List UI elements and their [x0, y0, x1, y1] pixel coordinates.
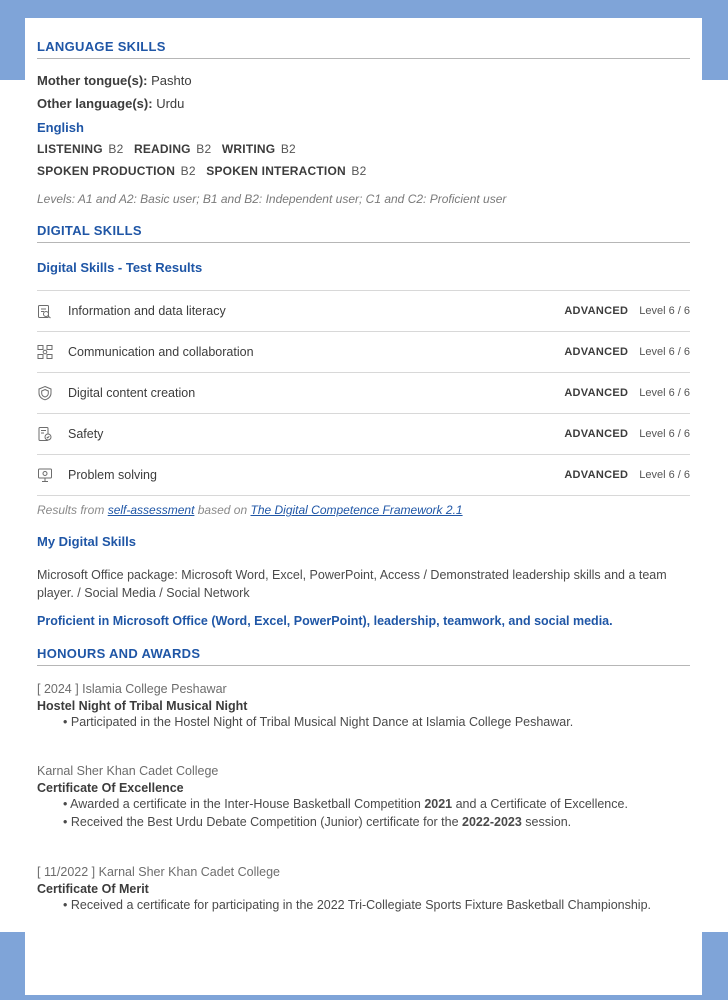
- skill-level: ADVANCED: [564, 305, 629, 317]
- other-language-line: [37, 96, 184, 112]
- info-literacy-icon: [37, 303, 53, 319]
- levels-note: Levels: A1 and A2: Basic user; B1 and B2: Independent user; C1 and C2: Proficient user: [37, 192, 507, 206]
- spoken-interaction-label: SPOKEN INTERACTION: [206, 164, 346, 178]
- writing-value: B2: [280, 142, 296, 156]
- digital-summary: Proficient in Microsoft Office (Word, Excel, PowerPoint), leadership, teamwork, and social media.: [37, 614, 613, 628]
- award-item: [37, 865, 690, 914]
- skill-score: Level 6 / 6: [639, 346, 690, 358]
- skill-name: Digital content creation: [68, 386, 196, 400]
- skill-name: Problem solving: [68, 468, 157, 482]
- language-name: English: [37, 120, 84, 135]
- award-bullet-text: Received a certificate for participating in the 2022 Tri-Collegiate Sports Fixture Basketball Championship.: [70, 898, 652, 912]
- my-digital-skills-line-2: player. / Social Media / Social Network: [37, 586, 250, 600]
- skill-score: Level 6 / 6: [639, 428, 690, 440]
- reading-value: B2: [196, 142, 212, 156]
- digital-skills-table: [37, 290, 690, 496]
- award-bullet-text-c: session.: [525, 815, 572, 829]
- skill-row: [37, 414, 690, 455]
- award-bullet-text-a: Awarded a certificate in the Inter-House Basketball Competition: [70, 797, 421, 811]
- skill-score: Level 6 / 6: [639, 305, 690, 317]
- self-assessment-link[interactable]: self-assessment: [107, 503, 195, 517]
- skill-level: ADVANCED: [564, 387, 629, 399]
- framework-link[interactable]: The Digital Competence Framework 2.1: [250, 503, 463, 517]
- award-title: Certificate Of Excellence: [37, 781, 184, 795]
- award-bullet: • Received the Best Urdu Debate Competition (Junior) certificate for the 2022-2023 session.: [63, 815, 572, 829]
- skill-score: Level 6 / 6: [639, 469, 690, 481]
- reading-label: READING: [133, 142, 191, 156]
- based-on-text: based on: [197, 503, 248, 517]
- skill-row: [37, 455, 690, 496]
- award-item: [37, 764, 690, 831]
- award-bullet-text-c: and a Certificate of Excellence.: [455, 797, 628, 811]
- skill-row: [37, 332, 690, 373]
- digital-results-heading: Digital Skills - Test Results: [37, 260, 203, 275]
- listening-value: B2: [108, 142, 124, 156]
- other-language-label: Other language(s):: [37, 96, 153, 111]
- problem-solving-icon: [37, 467, 53, 483]
- language-levels-row-1: [37, 142, 303, 156]
- spoken-interaction-value: B2: [351, 164, 367, 178]
- section-title-language: LANGUAGE SKILLS: [37, 39, 690, 59]
- content-creation-icon: [37, 385, 53, 401]
- award-bullet-text: Participated in the Hostel Night of Tribal Musical Night Dance at Islamia College Peshawar.: [70, 715, 574, 729]
- other-language-value: Urdu: [156, 96, 185, 111]
- results-note: [37, 503, 463, 517]
- award-bullet: • Participated in the Hostel Night of Tribal Musical Night Dance at Islamia College Peshawar.: [63, 715, 574, 729]
- skill-name: Communication and collaboration: [68, 345, 254, 359]
- award-bullet: • Received a certificate for participating in the 2022 Tri-Collegiate Sports Fixture Basketball Championship.: [63, 898, 652, 912]
- award-item: [37, 682, 690, 731]
- language-levels-row-2: [37, 164, 373, 178]
- award-bullet-session: 2022-2023: [462, 815, 522, 829]
- skill-level: ADVANCED: [564, 346, 629, 358]
- award-bullet-year: 2021: [424, 797, 453, 811]
- safety-icon: [37, 426, 53, 442]
- spoken-production-label: SPOKEN PRODUCTION: [37, 164, 176, 178]
- award-meta: [ 11/2022 ] Karnal Sher Khan Cadet College: [37, 865, 280, 879]
- skill-row: [37, 373, 690, 414]
- results-prefix: Results from: [37, 503, 105, 517]
- communication-icon: [37, 344, 53, 360]
- section-title-digital: DIGITAL SKILLS: [37, 223, 690, 243]
- mother-tongue-label: Mother tongue(s):: [37, 73, 148, 88]
- skill-level: ADVANCED: [564, 469, 629, 481]
- section-title-honours: HONOURS AND AWARDS: [37, 646, 690, 666]
- my-digital-skills-line-1: Microsoft Office package: Microsoft Word, Excel, PowerPoint, Access / Demonstrated leadership skills and a team: [37, 568, 667, 582]
- award-bullet-text-a: Received the Best Urdu Debate Competition (Junior) certificate for the: [70, 815, 459, 829]
- mother-tongue-line: [37, 73, 192, 89]
- award-title: Certificate Of Merit: [37, 882, 149, 896]
- award-meta: [ 2024 ] Islamia College Peshawar: [37, 682, 227, 696]
- skill-row: [37, 291, 690, 332]
- award-title: Hostel Night of Tribal Musical Night: [37, 699, 248, 713]
- award-meta: Karnal Sher Khan Cadet College: [37, 764, 219, 778]
- my-digital-skills-text: [37, 566, 690, 602]
- cv-page: [25, 18, 702, 995]
- skill-name: Safety: [68, 427, 104, 441]
- mother-tongue-value: Pashto: [151, 73, 192, 88]
- skill-level: ADVANCED: [564, 428, 629, 440]
- award-bullet: • Awarded a certificate in the Inter-House Basketball Competition 2021 and a Certificate of Excellence.: [63, 797, 628, 811]
- spoken-production-value: B2: [180, 164, 196, 178]
- skill-name: Information and data literacy: [68, 304, 226, 318]
- skill-score: Level 6 / 6: [639, 387, 690, 399]
- my-digital-skills-heading: My Digital Skills: [37, 534, 136, 549]
- listening-label: LISTENING: [37, 142, 103, 156]
- writing-label: WRITING: [221, 142, 276, 156]
